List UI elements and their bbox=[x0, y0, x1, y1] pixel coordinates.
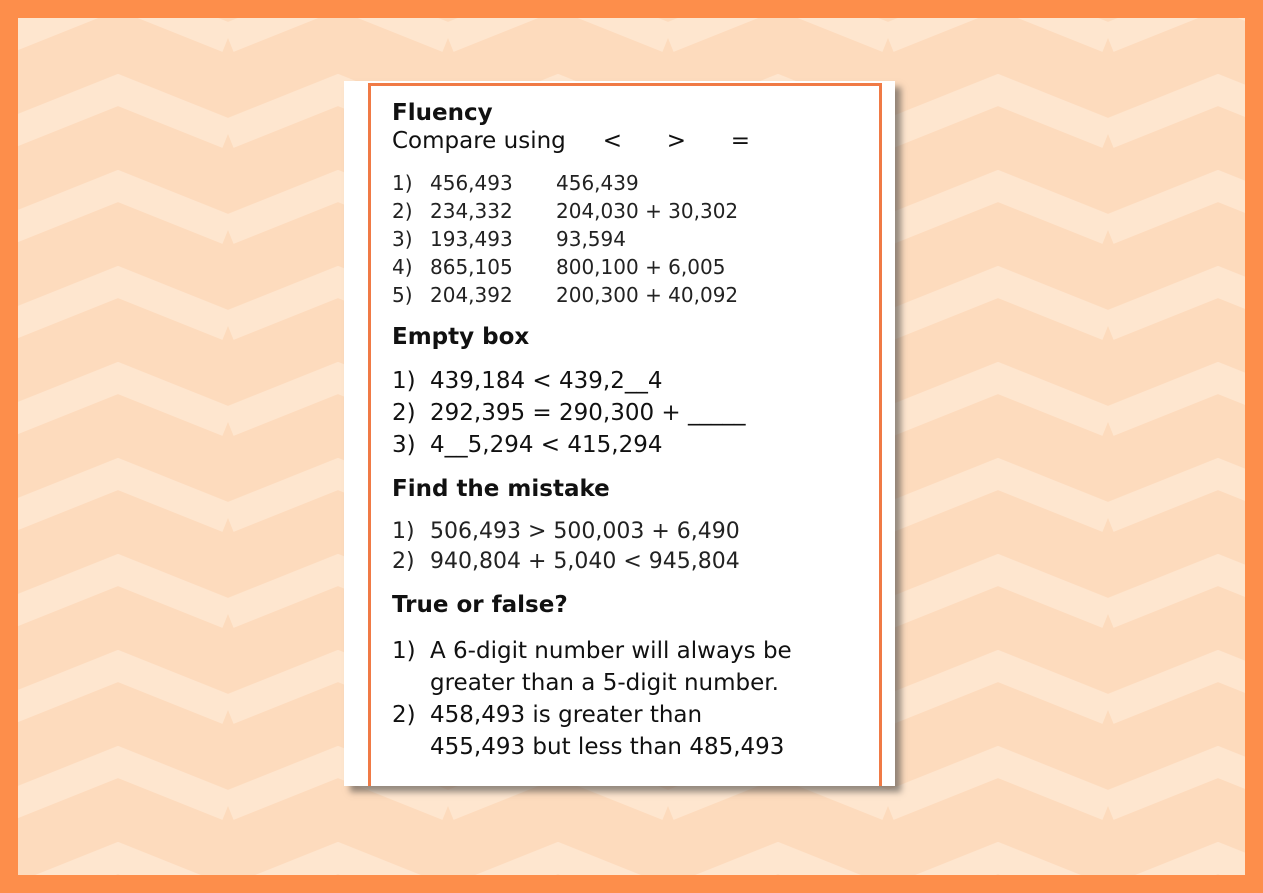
less-than-symbol: < bbox=[602, 128, 623, 154]
item-text: 292,395 = 290,300 + _____ bbox=[430, 400, 746, 426]
list-item bbox=[392, 699, 862, 763]
list-item bbox=[392, 365, 862, 397]
empty-box-heading: Empty box bbox=[392, 324, 530, 350]
list-item bbox=[392, 225, 862, 253]
item-line: 458,493 is greater than bbox=[430, 702, 703, 728]
list-item bbox=[392, 397, 862, 429]
item-right-value: 200,300 + 40,092 bbox=[556, 283, 739, 307]
item-number: 5) bbox=[392, 283, 413, 307]
list-item bbox=[392, 169, 862, 197]
find-mistake-heading: Find the mistake bbox=[392, 476, 610, 502]
fluency-list bbox=[392, 169, 862, 309]
item-number: 2) bbox=[392, 400, 416, 426]
list-item bbox=[392, 429, 862, 461]
item-number: 2) bbox=[392, 549, 415, 574]
equals-symbol: = bbox=[730, 128, 751, 154]
empty-box-list bbox=[392, 365, 862, 461]
greater-than-symbol: > bbox=[666, 128, 687, 154]
true-false-heading: True or false? bbox=[392, 592, 568, 618]
item-right-value: 456,439 bbox=[556, 171, 639, 195]
item-text bbox=[430, 635, 792, 699]
item-text bbox=[430, 699, 784, 763]
spacer bbox=[392, 577, 862, 591]
item-left-value: 193,493 bbox=[430, 227, 513, 251]
item-text: 439,184 < 439,2__4 bbox=[430, 368, 663, 394]
list-item bbox=[392, 547, 862, 577]
item-line: 455,493 but less than 485,493 bbox=[430, 734, 785, 760]
item-text: 940,804 + 5,040 < 945,804 bbox=[430, 549, 740, 574]
fluency-heading: Fluency bbox=[392, 100, 493, 126]
list-item bbox=[392, 197, 862, 225]
compare-instruction bbox=[392, 127, 862, 155]
item-number: 4) bbox=[392, 255, 413, 279]
find-mistake-list bbox=[392, 517, 862, 577]
list-item bbox=[392, 635, 862, 699]
item-number: 2) bbox=[392, 702, 416, 728]
item-left-value: 234,332 bbox=[430, 199, 513, 223]
spacer bbox=[392, 309, 862, 323]
item-line: A 6-digit number will always be bbox=[430, 638, 792, 664]
list-item bbox=[392, 253, 862, 281]
item-left-value: 204,392 bbox=[430, 283, 513, 307]
spacer bbox=[392, 351, 862, 365]
item-number: 1) bbox=[392, 638, 416, 664]
item-left-value: 456,493 bbox=[430, 171, 513, 195]
item-number: 3) bbox=[392, 227, 413, 251]
item-line: greater than a 5-digit number. bbox=[430, 670, 779, 696]
worksheet-content bbox=[392, 99, 862, 763]
item-number: 1) bbox=[392, 171, 413, 195]
item-number: 1) bbox=[392, 368, 416, 394]
list-item bbox=[392, 517, 862, 547]
spacer bbox=[392, 619, 862, 635]
list-item bbox=[392, 281, 862, 309]
compare-label: Compare using bbox=[392, 128, 566, 154]
spacer bbox=[392, 461, 862, 475]
worksheet-card bbox=[344, 81, 895, 786]
true-false-list bbox=[392, 635, 862, 763]
item-number: 2) bbox=[392, 199, 413, 223]
item-left-value: 865,105 bbox=[430, 255, 513, 279]
item-right-value: 800,100 + 6,005 bbox=[556, 255, 726, 279]
item-right-value: 204,030 + 30,302 bbox=[556, 199, 739, 223]
item-right-value: 93,594 bbox=[556, 227, 626, 251]
item-text: 506,493 > 500,003 + 6,490 bbox=[430, 519, 740, 544]
item-number: 1) bbox=[392, 519, 415, 544]
item-text: 4__5,294 < 415,294 bbox=[430, 432, 663, 458]
spacer bbox=[392, 503, 862, 517]
item-number: 3) bbox=[392, 432, 416, 458]
